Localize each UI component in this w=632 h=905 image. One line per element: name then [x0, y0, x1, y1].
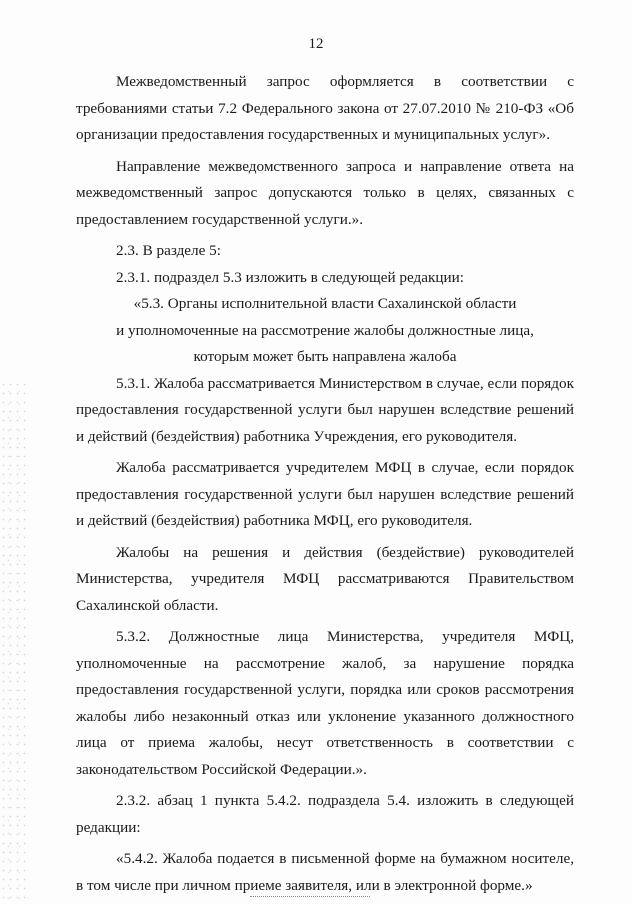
- paragraph-5-3-1: 5.3.1. Жалоба рассматривается Министерством в случае, если порядок предоставления государственной услуги был нарушен вследствие решений и действий (бездействия) работника Учреждения, его руководителя.: [76, 374, 574, 445]
- heading-line-1: «5.3. Органы исполнительной власти Сахалинской области: [133, 295, 517, 312]
- heading-line-3: которым может быть направлена жалоба: [193, 348, 457, 365]
- section-5-3-heading: [76, 291, 574, 371]
- paragraph-5-3-2: 5.3.2. Должностные лица Министерства, учредителя МФЦ, уполномоченные на рассмотрение жалоб, за нарушение порядка предоставления государственной услуги, порядка или сроков рассмотрения жалобы либо незаконный отказ или уклонение указанного должностного лица от приема жалобы, несут ответственность в соответствии с законодательством Российской Федерации.».: [76, 628, 574, 778]
- scan-noise: [0, 380, 30, 900]
- paragraph-mfc-complaint: Жалоба рассматривается учредителем МФЦ в случае, если порядок предоставления государственной услуги был нарушен вследствие решений и действий (бездействия) работника МФЦ, его руководителя.: [76, 459, 574, 529]
- paragraph-interagency-request: Межведомственный запрос оформляется в соответствии с требованиями статьи 7.2 Федерального закона от 27.07.2010 № 210-ФЗ «Об организации предоставления государственных и муниципальных услуг».: [76, 73, 574, 143]
- heading-line-2: и уполномоченные на рассмотрение жалобы должностные лица,: [116, 321, 534, 339]
- document-body: [76, 64, 574, 899]
- paragraph-section-2-3: 2.3. В разделе 5:: [116, 242, 221, 259]
- paragraph-5-4-2: «5.4.2. Жалоба подается в письменной форме на бумажном носителе, в том числе при личном приеме заявителя, или в электронной форме.»: [76, 850, 574, 894]
- paragraph-section-2-3-2: 2.3.2. абзац 1 пункта 5.4.2. подраздела 5.4. изложить в следующей редакции:: [76, 792, 574, 836]
- paragraph-government-review: Жалобы на решения и действия (бездействие) руководителей Министерства, учредителя МФЦ рассматриваются Правительством Сахалинской области.: [76, 543, 574, 614]
- scan-edge-mark: [250, 896, 370, 899]
- paragraph-section-2-3-1: 2.3.1. подраздел 5.3 изложить в следующей редакции:: [116, 268, 465, 286]
- page-number: 12: [308, 36, 324, 52]
- paragraph-request-direction: Направление межведомственного запроса и направление ответа на межведомственный запрос допускаются только в целях, связанных с предоставлением государственной услуги.».: [76, 157, 574, 228]
